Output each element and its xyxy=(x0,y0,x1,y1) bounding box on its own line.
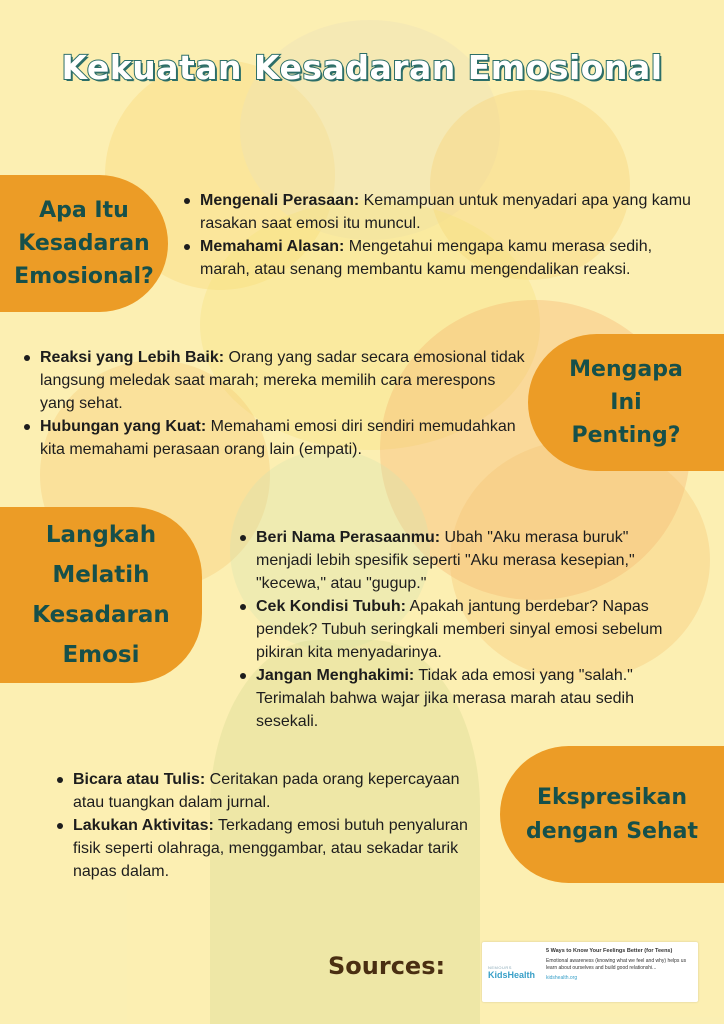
item-text: Terkadang emosi butuh penyaluran fisik seperti olahraga, menggambar, atau sekadar tarik napas dalam. xyxy=(73,817,468,880)
item-text: Mengetahui mengapa kamu merasa sedih, marah, atau senang membantu kamu mengendalikan reaksi. xyxy=(200,238,653,278)
list-item xyxy=(22,346,528,415)
heading-line: Emosi xyxy=(62,642,140,668)
list-item xyxy=(238,664,678,733)
list-item xyxy=(55,768,485,814)
heading-line: Kesadaran xyxy=(32,602,170,628)
item-text: Orang yang sadar secara emosional tidak langsung meledak saat marah; mereka memilih cara merespons yang sehat. xyxy=(40,349,525,412)
heading-line: Langkah xyxy=(45,522,157,548)
logo-org: NEMOURS xyxy=(488,964,512,970)
item-label: Cek Kondisi Tubuh: xyxy=(256,598,406,615)
source-domain: kidshealth.org xyxy=(546,975,578,981)
source-snippet: Emotional awareness (knowing what we feel and why) helps us learn about ourselves and build good relationshi... xyxy=(546,958,687,971)
heading-line: Melatih xyxy=(52,562,150,588)
source-card-text xyxy=(546,948,692,996)
heading-line: Kesadaran xyxy=(18,231,150,256)
heading-line: Mengapa xyxy=(569,357,683,382)
item-label: Lakukan Aktivitas: xyxy=(73,817,214,834)
heading-line: Ekspresikan xyxy=(536,784,688,810)
bullet-list-what-is xyxy=(182,189,702,281)
list-item xyxy=(182,189,702,235)
section-heading-steps xyxy=(0,507,202,683)
item-text: Kemampuan untuk menyadari apa yang kamu rasakan saat emosi itu muncul. xyxy=(200,192,691,232)
item-text: Ubah "Aku merasa buruk" menjadi lebih spesifik seperti "Aku merasa kesepian," "kecewa," atau "gugup." xyxy=(256,529,635,592)
list-item xyxy=(182,235,702,281)
item-label: Beri Nama Perasaanmu: xyxy=(256,529,441,546)
page-title: Kekuatan Kesadaran Emosional xyxy=(61,48,663,87)
item-label: Bicara atau Tulis: xyxy=(73,771,206,788)
bullet-list-express xyxy=(55,768,485,883)
kidshealth-logo xyxy=(488,948,546,996)
sources-label: Sources: xyxy=(328,952,446,980)
source-headline: 5 Ways to Know Your Feelings Better (for Teens) xyxy=(546,948,673,954)
bullet-list-why-important xyxy=(22,346,528,461)
item-text: Memahami emosi diri sendiri memudahkan kita memahami perasaan orang lain (empati). xyxy=(40,418,516,458)
heading-line: Ini xyxy=(610,390,642,415)
section-heading-express xyxy=(500,746,724,883)
item-label: Jangan Menghakimi: xyxy=(256,667,415,684)
item-label: Hubungan yang Kuat: xyxy=(40,418,207,435)
bullet-list-steps xyxy=(238,526,678,733)
list-item xyxy=(238,595,678,664)
list-item xyxy=(55,814,485,883)
list-item xyxy=(22,415,528,461)
logo-brand: KidsHealth xyxy=(488,969,536,980)
item-text: Tidak ada emosi yang "salah." Terimalah bahwa wajar jika merasa marah atau sedih sesekali. xyxy=(256,667,634,730)
heading-line: dengan Sehat xyxy=(525,818,699,844)
item-text: Apakah jantung berdebar? Napas pendek? Tubuh seringkali memberi sinyal emosi sebelum pikiran kita menyadarinya. xyxy=(256,598,663,661)
section-heading-what-is xyxy=(0,175,168,312)
heading-line: Emosional? xyxy=(14,264,154,289)
item-label: Memahami Alasan: xyxy=(200,238,345,255)
heading-line: Apa Itu xyxy=(39,198,129,223)
item-label: Mengenali Perasaan: xyxy=(200,192,360,209)
source-link-card[interactable] xyxy=(482,942,698,1002)
heading-line: Penting? xyxy=(571,423,681,448)
item-text: Ceritakan pada orang kepercayaan atau tuangkan dalam jurnal. xyxy=(73,771,460,811)
item-label: Reaksi yang Lebih Baik: xyxy=(40,349,225,366)
list-item xyxy=(238,526,678,595)
section-heading-why-important xyxy=(528,334,724,471)
